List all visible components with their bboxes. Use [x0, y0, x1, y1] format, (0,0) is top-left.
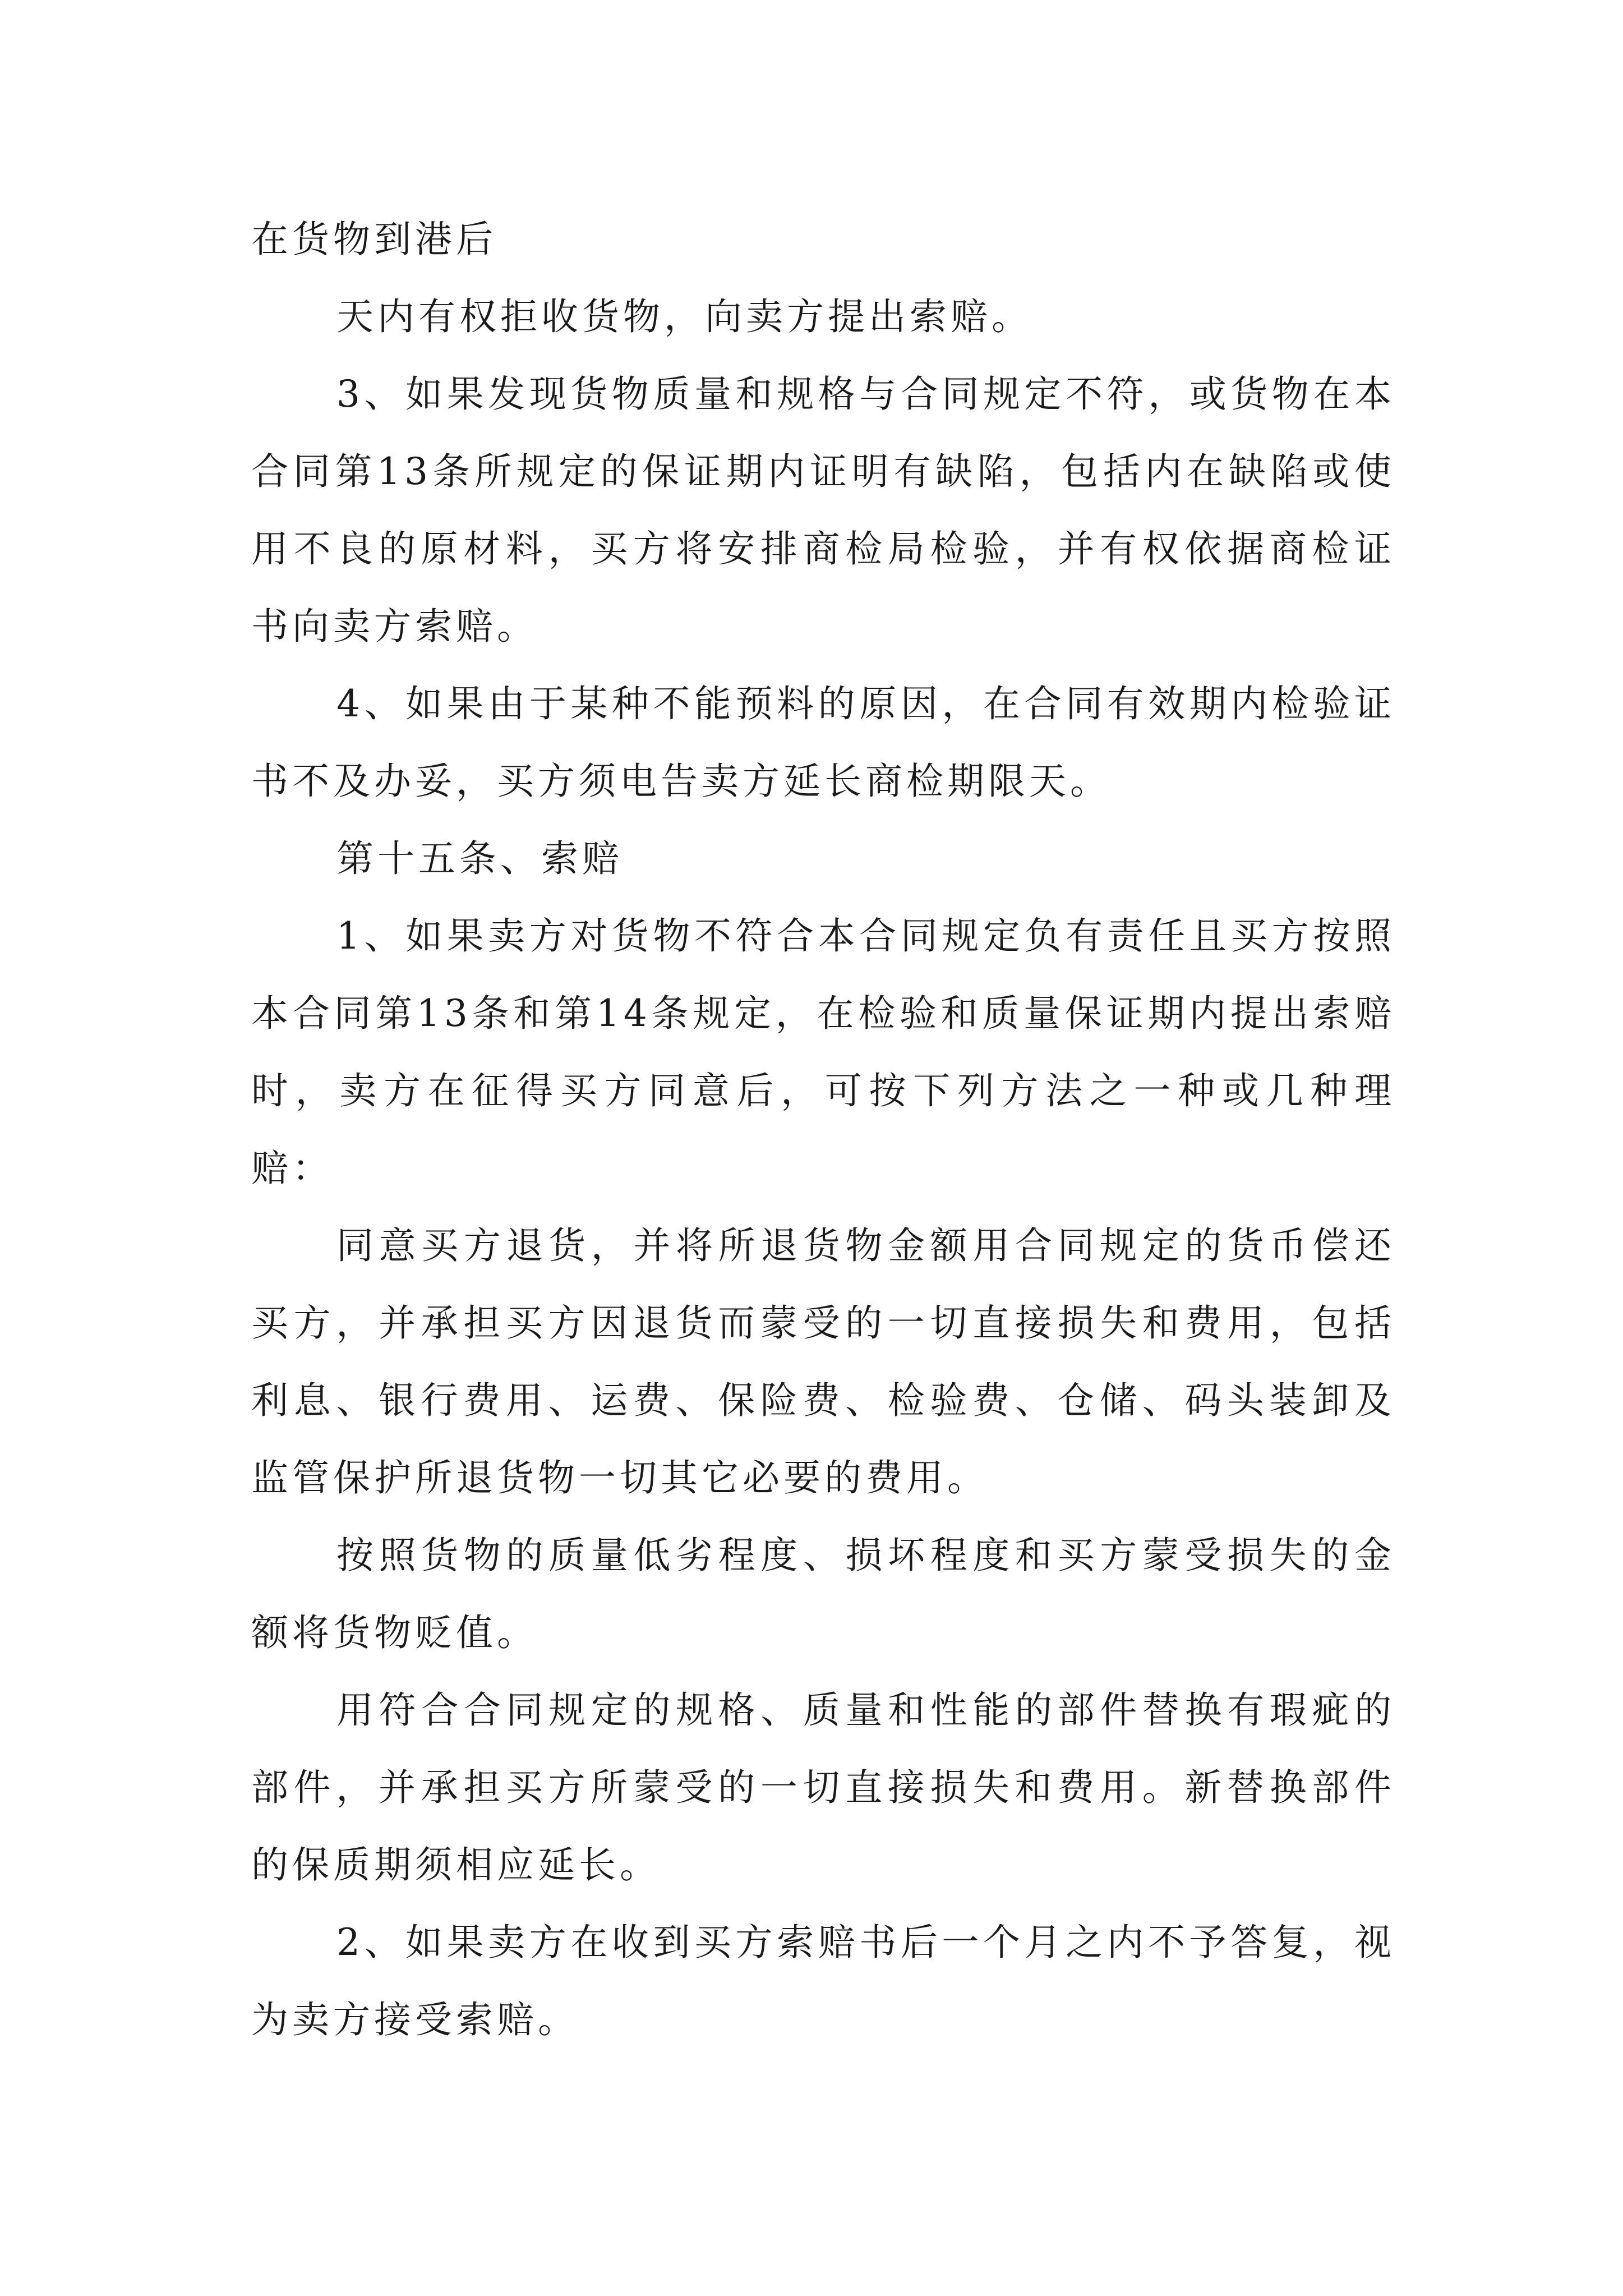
paragraph-item-3: 3、如果发现货物质量和规格与合同规定不符，或货物在本合同第13条所规定的保证期内证明有缺陷，包括内在缺陷或使用不良的原材料，买方将安排商检局检验，并有权依据商检证书向卖方索赔。	[251, 372, 1395, 648]
paragraph-reject-goods: 天内有权拒收货物，向卖方提出索赔。	[336, 295, 1032, 338]
paragraph-item-4: 4、如果由于某种不能预料的原因，在合同有效期内检验证书不及办妥，买方须电告卖方延长商检期限天。	[251, 682, 1395, 803]
paragraph-devalue-goods: 按照货物的质量低劣程度、损坏程度和买方蒙受损失的金额将货物贬值。	[251, 1534, 1395, 1654]
section-heading-claims: 第十五条、索赔	[336, 837, 623, 880]
paragraph-arrival: 在货物到港后	[251, 218, 497, 261]
paragraph-replace-parts: 用符合合同规定的规格、质量和性能的部件替换有瑕疵的部件，并承担买方所蒙受的一切直接损失和费用。新替换部件的保质期须相应延长。	[251, 1688, 1395, 1887]
document-body	[251, 201, 1395, 2059]
paragraph-claim-item-1: 1、如果卖方对货物不符合本合同规定负有责任且买方按照本合同第13条和第14条规定，在检验和质量保证期内提出索赔时，卖方在征得买方同意后，可按下列方法之一种或几种理赔：	[251, 914, 1395, 1190]
paragraph-claim-item-2: 2、如果卖方在收到买方索赔书后一个月之内不予答复，视为卖方接受索赔。	[251, 1921, 1395, 2041]
paragraph-return-goods: 同意买方退货，并将所退货物金额用合同规定的货币偿还买方，并承担买方因退货而蒙受的一切直接损失和费用，包括利息、银行费用、运费、保险费、检验费、仓储、码头装卸及监管保护所退货物一切其它必要的费用。	[251, 1224, 1395, 1499]
